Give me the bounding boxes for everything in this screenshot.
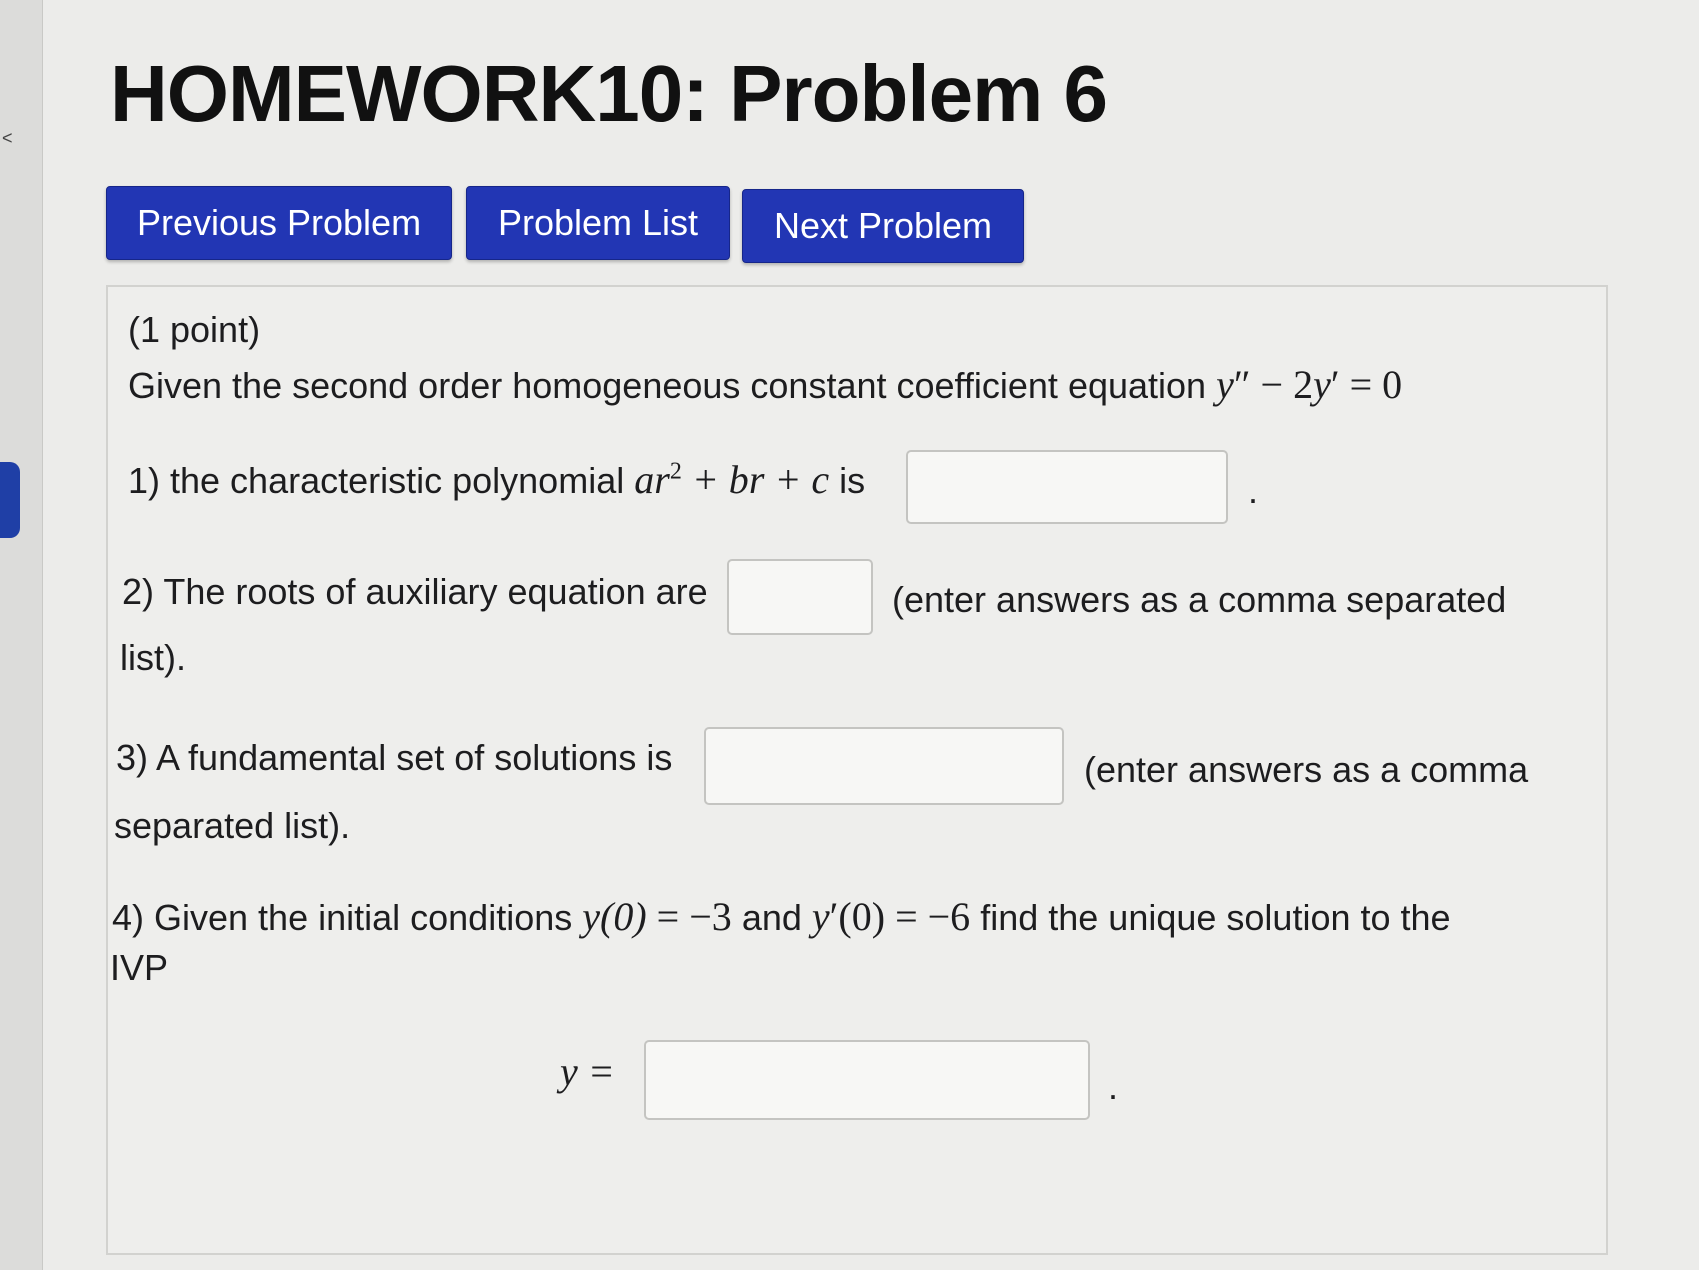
problem-list-button[interactable]: Problem List	[466, 186, 730, 260]
initial-condition-2: y′(0) = −6	[811, 894, 971, 939]
part2-suffix: (enter answers as a comma separated	[892, 579, 1507, 620]
characteristic-polynomial-formula: $ar^2$ + br + c	[634, 457, 830, 502]
part4-suffix: find the unique solution to the	[980, 897, 1451, 938]
solution-label: y =	[560, 1049, 615, 1094]
next-problem-button[interactable]: Next Problem	[742, 189, 1024, 263]
part3-continuation: separated list).	[114, 805, 351, 846]
problem-points: (1 point)	[128, 309, 261, 350]
ivp-solution-input[interactable]	[644, 1040, 1090, 1120]
part3-suffix: (enter answers as a comma	[1084, 749, 1529, 790]
collapse-marker-icon: ˂	[2, 128, 13, 148]
page-title: HOMEWORK10: Problem 6	[110, 49, 1107, 138]
part1-question	[128, 457, 866, 502]
fundamental-set-input[interactable]	[704, 727, 1064, 805]
problem-intro	[128, 362, 1403, 407]
part3-prefix: 3) A fundamental set of solutions is	[116, 737, 673, 778]
part2-continuation: list).	[120, 637, 186, 678]
initial-condition-1: y(0) = −3	[582, 894, 732, 939]
intro-text: Given the second order homogeneous constant coefficient equation	[128, 365, 1207, 406]
differential-equation: y″ − 2y′ = 0	[1216, 362, 1403, 407]
previous-problem-button[interactable]: Previous Problem	[106, 186, 452, 260]
part4-question	[112, 894, 1451, 939]
part4-continuation: IVP	[110, 947, 169, 988]
side-tab[interactable]	[0, 462, 20, 538]
roots-input[interactable]	[727, 559, 873, 635]
part1-suffix: is	[839, 460, 866, 501]
part4-period: .	[1108, 1066, 1119, 1107]
left-edge-panel	[0, 0, 43, 1270]
part4-and: and	[741, 897, 802, 938]
characteristic-polynomial-input[interactable]	[906, 450, 1228, 524]
part2-prefix: 2) The roots of auxiliary equation are	[122, 571, 708, 612]
part4-prefix: 4) Given the initial conditions	[112, 897, 573, 938]
part1-prefix: 1) the characteristic polynomial	[128, 460, 625, 501]
part1-period: .	[1248, 470, 1259, 511]
